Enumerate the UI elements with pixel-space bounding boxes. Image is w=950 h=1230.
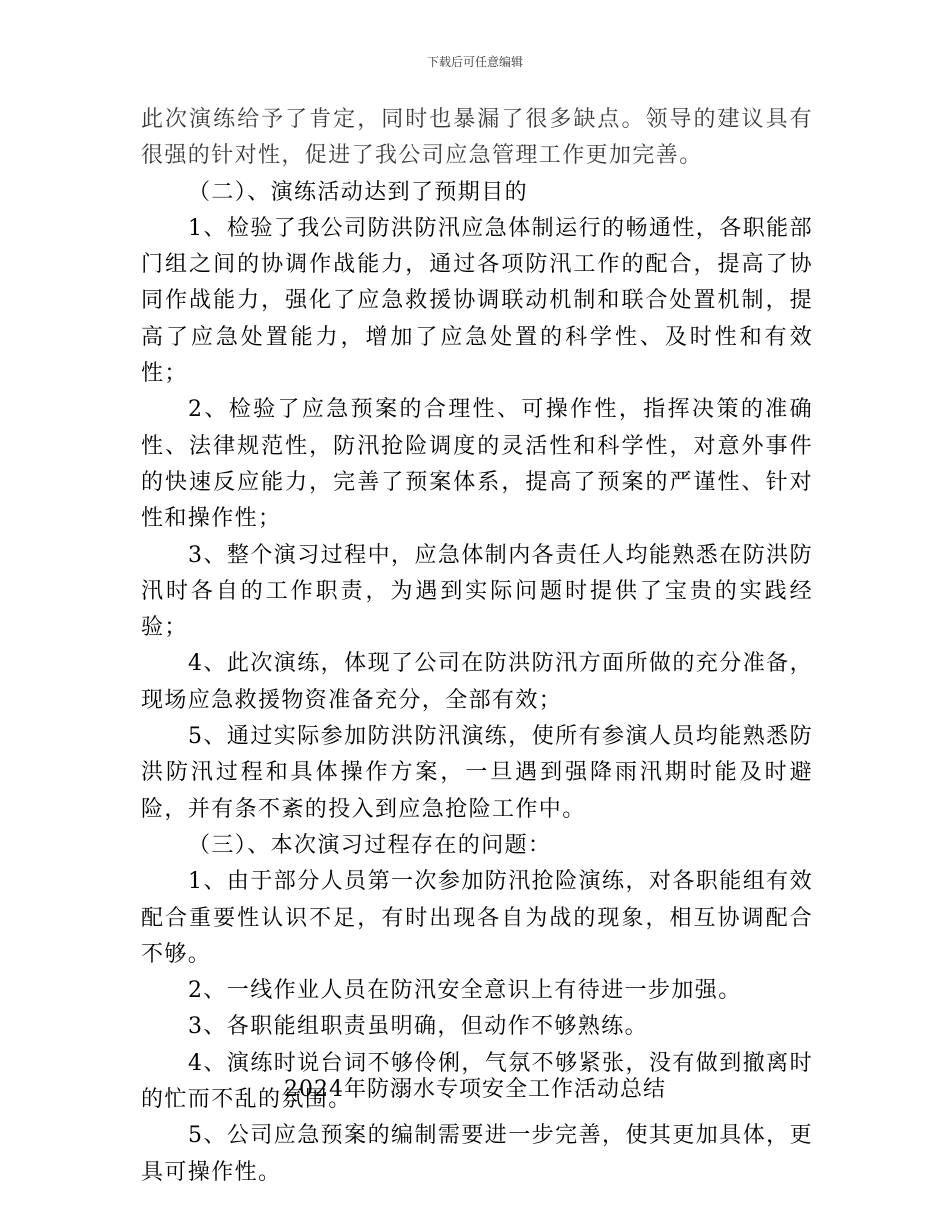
section-heading-3: （三）、本次演习过程存在的问题： xyxy=(188,832,552,858)
paragraph-goal-4: 4、此次演练，体现了公司在防洪防汛方面所做的充分准备，现场应急救援物资准备充分，全部有效； xyxy=(141,651,813,713)
section-heading-2: （二）、演练活动达到了预期目的 xyxy=(188,179,529,205)
page-header-note: 下载后可任意编辑 xyxy=(426,55,523,69)
paragraph-intro-continuation: 此次演练给予了肯定，同时也暴漏了很多缺点。领导的建议具有很强的针对性，促进了我公司应急管理工作更加完善。 xyxy=(141,107,813,169)
paragraph-goal-5: 5、通过实际参加防洪防汛演练，使所有参演人员均能熟悉防洪防汛过程和具体操作方案，一旦遇到强降雨汛期时能及时避险，并有条不紊的投入到应急抢险工作中。 xyxy=(141,724,813,822)
paragraph-goal-2: 2、检验了应急预案的合理性、可操作性，指挥决策的准确性、法律规范性，防汛抢险调度的灵活性和科学性，对意外事件的快速反应能力，完善了预案体系，提高了预案的严谨性、针对性和操作性； xyxy=(141,397,813,532)
next-document-title: 2024年防溺水专项安全工作活动总结 xyxy=(284,1077,666,1102)
paragraph-goal-1: 1、检验了我公司防洪防汛应急体制运行的畅通性，各职能部门组之间的协调作战能力，通过各项防汛工作的配合，提高了协同作战能力，强化了应急救援协调联动机制和联合处置机制，提高了应急处置能力，增加了应急处置的科学性、及时性和有效性； xyxy=(141,215,813,387)
paragraph-issue-2: 2、一线作业人员在防汛安全意识上有待进一步加强。 xyxy=(188,978,742,1004)
document-body xyxy=(141,102,813,1191)
paragraph-issue-4: 4、演练时说台词不够伶俐，气氛不够紧张，没有做到撤离时的忙而不乱的氛围。 xyxy=(141,1050,813,1113)
paragraph-issue-3: 3、各职能组职责虽明确，但动作不够熟练。 xyxy=(188,1014,648,1040)
paragraph-goal-3: 3、整个演习过程中，应急体制内各责任人均能熟悉在防洪防汛时各自的工作职责，为遇到实际问题时提供了宝贵的实践经验； xyxy=(141,542,813,641)
paragraph-issue-5: 5、公司应急预案的编制需要进一步完善，使其更加具体，更具可操作性。 xyxy=(141,1123,813,1185)
paragraph-issue-1: 1、由于部分人员第一次参加防汛抢险演练，对各职能组有效配合重要性认识不足，有时出现各自为战的现象，相互协调配合不够。 xyxy=(141,869,813,967)
